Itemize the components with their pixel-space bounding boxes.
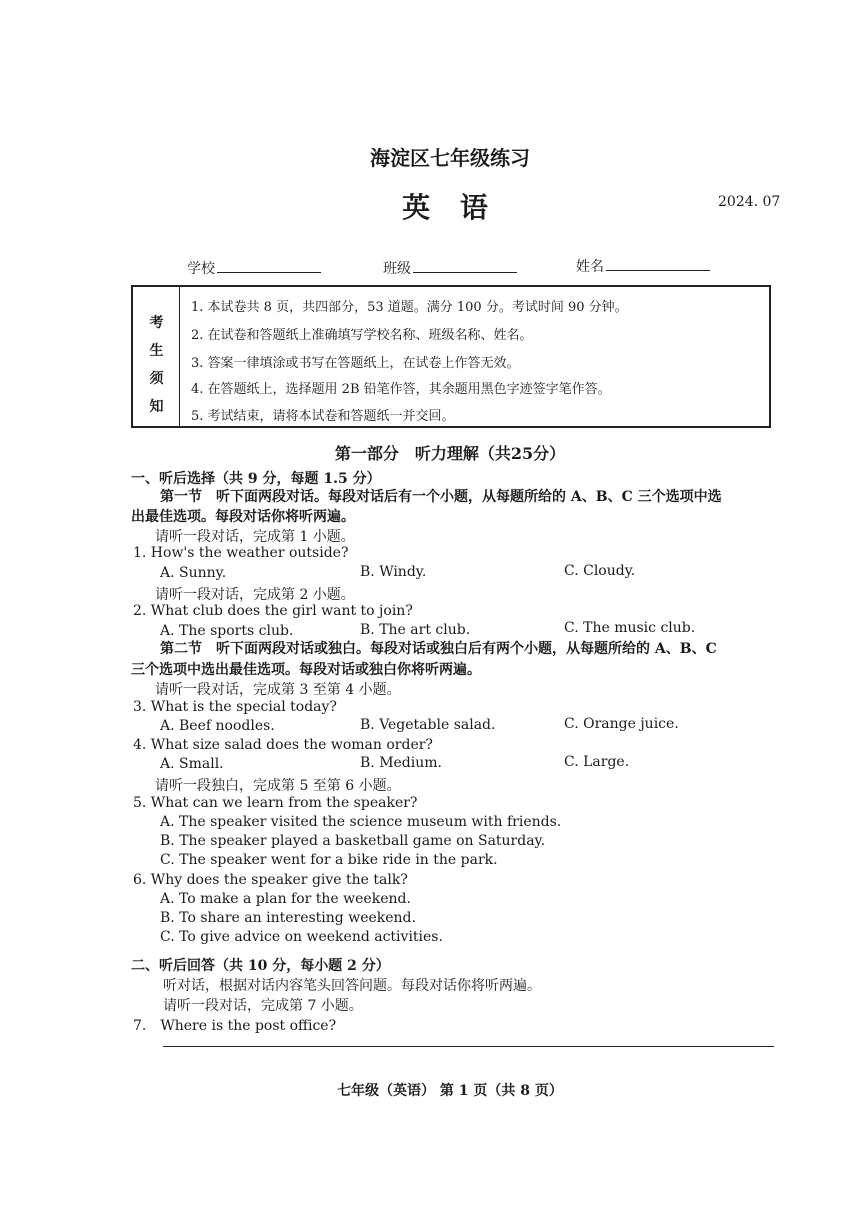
question-6-option-a[interactable]: A. To make a plan for the weekend. <box>160 891 411 907</box>
question-1-stem: 1. How's the weather outside? <box>133 545 349 561</box>
school-label: 学校 <box>187 261 215 277</box>
listen-instruction: 请听一段对话，完成第 2 小题。 <box>155 587 355 603</box>
page-footer: 七年级（英语） 第 1 页（共 8 页） <box>337 1083 563 1099</box>
notice-item: 2. 在试卷和答题纸上准确填写学校名称、班级名称、姓名。 <box>191 328 533 343</box>
question-7-answer-line[interactable] <box>163 1046 774 1047</box>
question-1-option-a[interactable]: A. Sunny. <box>160 565 227 581</box>
question-4-stem: 4. What size salad does the woman order? <box>133 737 433 753</box>
listen-instruction: 请听一段独白，完成第 5 至第 6 小题。 <box>155 778 401 794</box>
notice-item: 3. 答案一律填涂或书写在答题纸上，在试卷上作答无效。 <box>191 356 520 371</box>
notice-side-char: 须 <box>149 371 164 387</box>
section2-heading: 二、听后回答（共 10 分，每小题 2 分） <box>131 958 390 974</box>
question-3-option-a[interactable]: A. Beef noodles. <box>160 718 275 734</box>
question-2-option-a[interactable]: A. The sports club. <box>160 623 294 639</box>
class-blank[interactable] <box>413 258 517 273</box>
question-2-option-b[interactable]: B. The art club. <box>360 622 471 638</box>
notice-side-char: 知 <box>149 399 164 415</box>
listen-instruction: 请听一段对话，完成第 1 小题。 <box>155 529 355 545</box>
question-4-option-b[interactable]: B. Medium. <box>360 755 442 771</box>
question-1-option-c[interactable]: C. Cloudy. <box>564 563 636 579</box>
listen-instruction: 请听一段对话，完成第 7 小题。 <box>163 998 363 1014</box>
question-3-option-c[interactable]: C. Orange juice. <box>564 716 679 732</box>
notice-item: 5. 考试结束，请将本试卷和答题纸一并交回。 <box>191 409 455 424</box>
question-6-option-c[interactable]: C. To give advice on weekend activities. <box>160 929 443 945</box>
section2-instruction: 听对话，根据对话内容笔头回答问题。每段对话你将听两遍。 <box>163 978 541 994</box>
question-2-option-c[interactable]: C. The music club. <box>564 620 696 636</box>
notice-side-char: 生 <box>149 343 164 359</box>
question-7-stem: 7. Where is the post office? <box>133 1018 337 1034</box>
school-blank[interactable] <box>217 258 321 273</box>
section1-part1-instruction: 第一节 听下面两段对话。每段对话后有一个小题，从每题所给的 A、B、C 三个选项中选 <box>160 489 722 505</box>
school-field[interactable] <box>187 258 321 278</box>
question-3-option-b[interactable]: B. Vegetable salad. <box>360 717 496 733</box>
name-label: 姓名 <box>576 259 604 275</box>
notice-item: 4. 在答题纸上，选择题用 2B 铅笔作答，其余题用黑色字迹签字笔作答。 <box>191 382 611 397</box>
name-field[interactable] <box>576 256 710 276</box>
section1-part2-instruction: 第二节 听下面两段对话或独白。每段对话或独白后有两个小题，从每题所给的 A、B、C <box>160 641 717 657</box>
question-5-stem: 5. What can we learn from the speaker? <box>133 795 418 811</box>
name-blank[interactable] <box>606 256 710 271</box>
question-6-stem: 6. Why does the speaker give the talk? <box>133 872 408 888</box>
class-field[interactable] <box>383 258 517 278</box>
notice-side-label <box>133 287 180 426</box>
question-1-option-b[interactable]: B. Windy. <box>360 564 427 580</box>
notice-item: 1. 本试卷共 8 页，共四部分，53 道题。满分 100 分。考试时间 90 分钟。 <box>191 300 628 315</box>
question-5-option-a[interactable]: A. The speaker visited the science museum with friends. <box>160 814 562 830</box>
notice-side-char: 考 <box>149 315 164 331</box>
question-5-option-b[interactable]: B. The speaker played a basketball game on Saturday. <box>160 833 546 849</box>
question-4-option-a[interactable]: A. Small. <box>160 756 224 772</box>
section1-heading: 一、听后选择（共 9 分，每题 1.5 分） <box>131 471 381 487</box>
part1-heading: 第一部分 听力理解（共25分） <box>334 444 566 463</box>
exam-date: 2024. 07 <box>718 194 781 210</box>
section1-part1-instruction-cont: 出最佳选项。每段对话你将听两遍。 <box>131 509 355 525</box>
class-label: 班级 <box>383 261 411 277</box>
page-title: 海淀区七年级练习 <box>370 146 530 170</box>
subject-title: 英 语 <box>402 191 498 224</box>
notice-box <box>131 285 771 428</box>
question-5-option-c[interactable]: C. The speaker went for a bike ride in the park. <box>160 852 498 868</box>
listen-instruction: 请听一段对话，完成第 3 至第 4 小题。 <box>155 682 401 698</box>
question-4-option-c[interactable]: C. Large. <box>564 754 630 770</box>
section1-part2-instruction-cont: 三个选项中选出最佳选项。每段对话或独白你将听两遍。 <box>131 662 481 678</box>
question-3-stem: 3. What is the special today? <box>133 699 337 715</box>
question-6-option-b[interactable]: B. To share an interesting weekend. <box>160 910 416 926</box>
question-2-stem: 2. What club does the girl want to join? <box>133 603 413 619</box>
